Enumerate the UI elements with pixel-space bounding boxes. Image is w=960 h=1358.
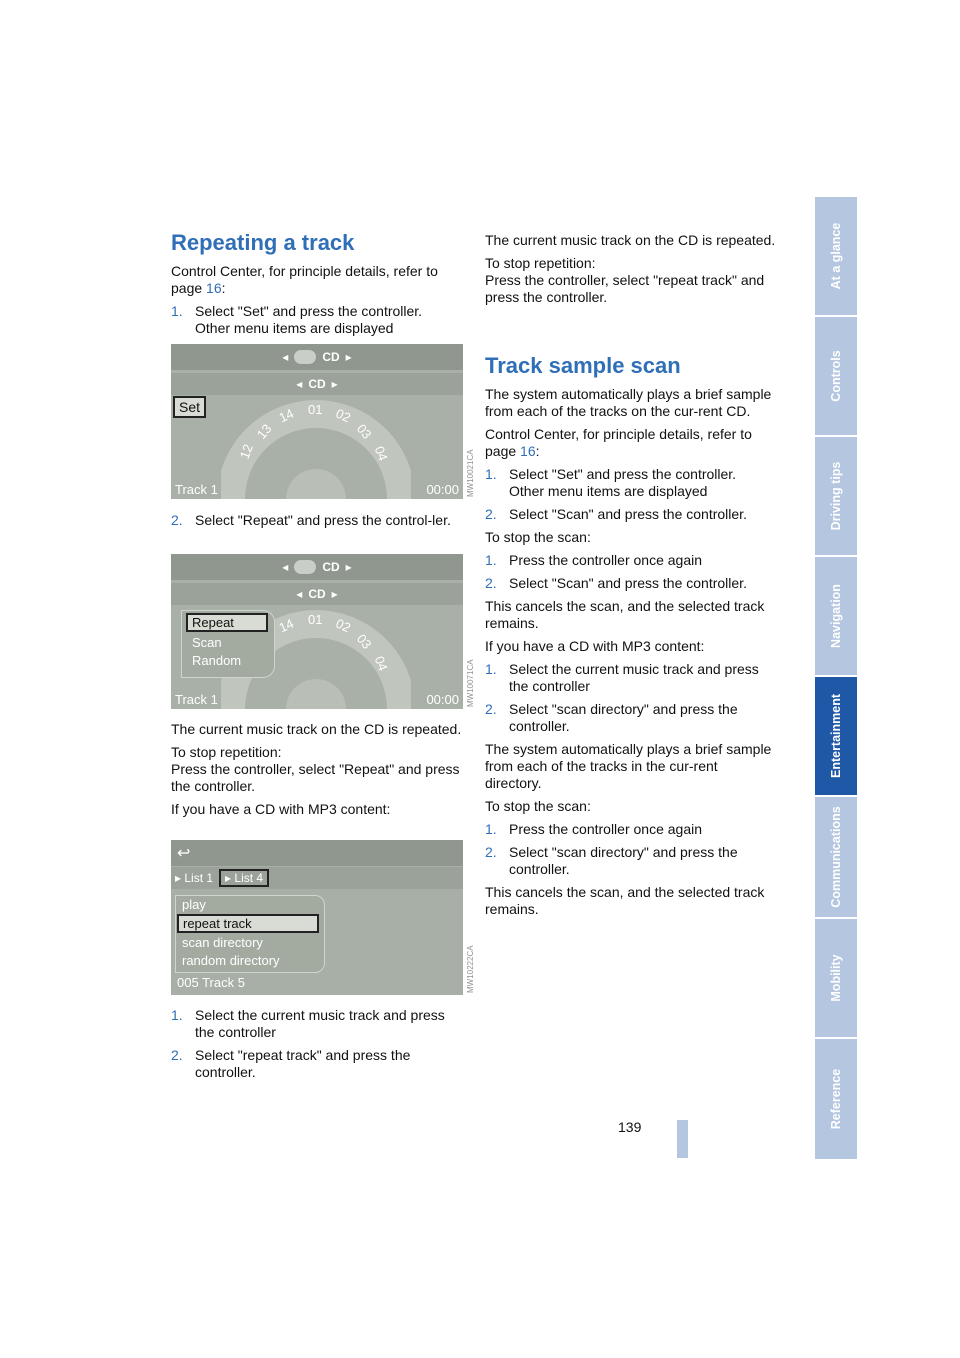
dial-track: 02	[333, 405, 353, 426]
dial-track: 12	[236, 442, 256, 461]
left-col-step2	[171, 512, 463, 535]
track-label: 005 Track 5	[177, 975, 245, 990]
menu-item-repeat-track[interactable]: repeat track	[177, 914, 319, 933]
menu-item-scan[interactable]: Scan	[192, 635, 222, 650]
sidebar-tab-mobility[interactable]: Mobility	[815, 919, 857, 1039]
mp3-menu	[175, 895, 325, 973]
track-label: Track 1	[175, 482, 218, 497]
set-menu[interactable]: Set	[173, 396, 206, 418]
dial-track: 04	[371, 654, 391, 673]
menu-item-random[interactable]: Random	[192, 653, 242, 668]
dial-track: 14	[276, 615, 296, 636]
image-code: MW10222CA	[466, 945, 475, 993]
idrive-screen-mp3	[171, 840, 463, 995]
left-col-top	[171, 263, 463, 343]
mp3-step-2: 2. Select "scan directory" and press the controller.	[485, 701, 738, 734]
sidebar-tab-navigation[interactable]: Navigation	[815, 557, 857, 677]
sidebar-tab-communications[interactable]: Communications	[815, 797, 857, 919]
dial-track: 03	[353, 631, 375, 652]
sidebar-tab-driving-tips[interactable]: Driving tips	[815, 437, 857, 557]
mp3-step-1: 1. Select the current music track and press the controller	[485, 661, 759, 694]
scan-description-2: The system automatically plays a brief sample from each of the tracks in the cur-rent directory.	[485, 741, 772, 791]
intro-paragraph: Control Center, for principle details, refer to page 16:	[485, 426, 752, 459]
intro-paragraph: Control Center, for principle details, refer to page 16:	[171, 263, 438, 296]
track-label: Track 1	[175, 692, 218, 707]
page-link[interactable]: 16	[520, 443, 536, 459]
time-label: 00:00	[426, 692, 459, 707]
mp3-intro: If you have a CD with MP3 content:	[485, 638, 705, 654]
dial-track: 02	[333, 615, 353, 636]
stop-repetition: To stop repetition: Press the controller, select "repeat track" and press the controller.	[485, 255, 765, 305]
second-bar: ◂ CD ▸	[171, 583, 463, 605]
sidebar-tab-entertainment[interactable]: Entertainment	[815, 677, 857, 797]
stop-repetition: To stop repetition: Press the controller, select "Repeat" and press the controller.	[171, 744, 460, 794]
step-2: 2. Select "Repeat" and press the control-ler.	[171, 512, 451, 528]
stop-scan-2: To stop the scan:	[485, 798, 591, 814]
back-icon[interactable]: ↩	[177, 845, 191, 862]
cancel-text-2: This cancels the scan, and the selected track remains.	[485, 884, 765, 917]
dial-track: 14	[276, 405, 296, 426]
sidebar-tab-controls[interactable]: Controls	[815, 317, 857, 437]
idrive-screen-set	[171, 344, 463, 499]
idrive-screen-repeat	[171, 554, 463, 709]
right-col-top	[485, 232, 777, 312]
step-1: 1. Select "Set" and press the controller. Other menu items are displayed	[171, 303, 423, 336]
second-bar: ◂ CD ▸	[171, 373, 463, 395]
top-bar: ◂ CD ▸	[171, 344, 463, 370]
mp3-step-2: 2. Select "repeat track" and press the controller.	[171, 1047, 411, 1080]
menu-item-repeat[interactable]: Repeat	[186, 613, 268, 632]
right-col-body	[485, 386, 777, 924]
repeated-text: The current music track on the CD is repeated.	[171, 721, 462, 737]
scan-step-1: 1. Select "Set" and press the controller. Other menu items are displayed	[485, 466, 737, 499]
dial-track: 04	[371, 444, 391, 463]
top-bar	[171, 840, 463, 866]
time-label: 00:00	[426, 482, 459, 497]
page-number: 139	[618, 1119, 642, 1135]
sidebar-tab-reference[interactable]: Reference	[815, 1039, 857, 1161]
mp3-step-1: 1. Select the current music track and press the controller	[171, 1007, 445, 1040]
stop-step-2: 2. Select "Scan" and press the controller.	[485, 575, 747, 591]
sidebar-tab-at-a-glance[interactable]: At a glance	[815, 197, 857, 317]
mp3-intro: If you have a CD with MP3 content:	[171, 801, 391, 817]
list-tab-1[interactable]: ▸ List 1	[175, 871, 214, 885]
stop2-step-2: 2. Select "scan directory" and press the controller.	[485, 844, 738, 877]
menu-item-random-directory[interactable]: random directory	[182, 953, 280, 968]
dial-track: 13	[253, 421, 275, 442]
dial-track: 01	[308, 402, 323, 417]
scan-description: The system automatically plays a brief sample from each of the tracks on the cur-rent CD.	[485, 386, 772, 419]
page-marker	[677, 1120, 688, 1158]
list-bar	[171, 867, 463, 889]
list-tab-4[interactable]: ▸ List 4	[219, 869, 269, 887]
dial-track: 01	[308, 612, 323, 627]
menu-item-scan-directory[interactable]: scan directory	[182, 935, 263, 950]
stop2-step-1: 1. Press the controller once again	[485, 821, 702, 837]
left-col-bottom	[171, 1007, 463, 1087]
top-bar: ◂ CD ▸	[171, 554, 463, 580]
left-col-middle	[171, 721, 463, 824]
heading-track-sample-scan: Track sample scan	[485, 353, 681, 378]
page-link[interactable]: 16	[206, 280, 222, 296]
dial-track: 03	[353, 421, 375, 442]
stop-scan: To stop the scan:	[485, 529, 591, 545]
stop-step-1: 1. Press the controller once again	[485, 552, 702, 568]
menu-item-play[interactable]: play	[182, 897, 206, 912]
popup-menu	[181, 610, 275, 678]
image-code: MW10071CA	[466, 659, 475, 707]
scan-step-2: 2. Select "Scan" and press the controller.	[485, 506, 747, 522]
image-code: MW10021CA	[466, 449, 475, 497]
repeated-text: The current music track on the CD is repeated.	[485, 232, 776, 248]
heading-repeating-track: Repeating a track	[171, 230, 355, 255]
cancel-text: This cancels the scan, and the selected track remains.	[485, 598, 765, 631]
